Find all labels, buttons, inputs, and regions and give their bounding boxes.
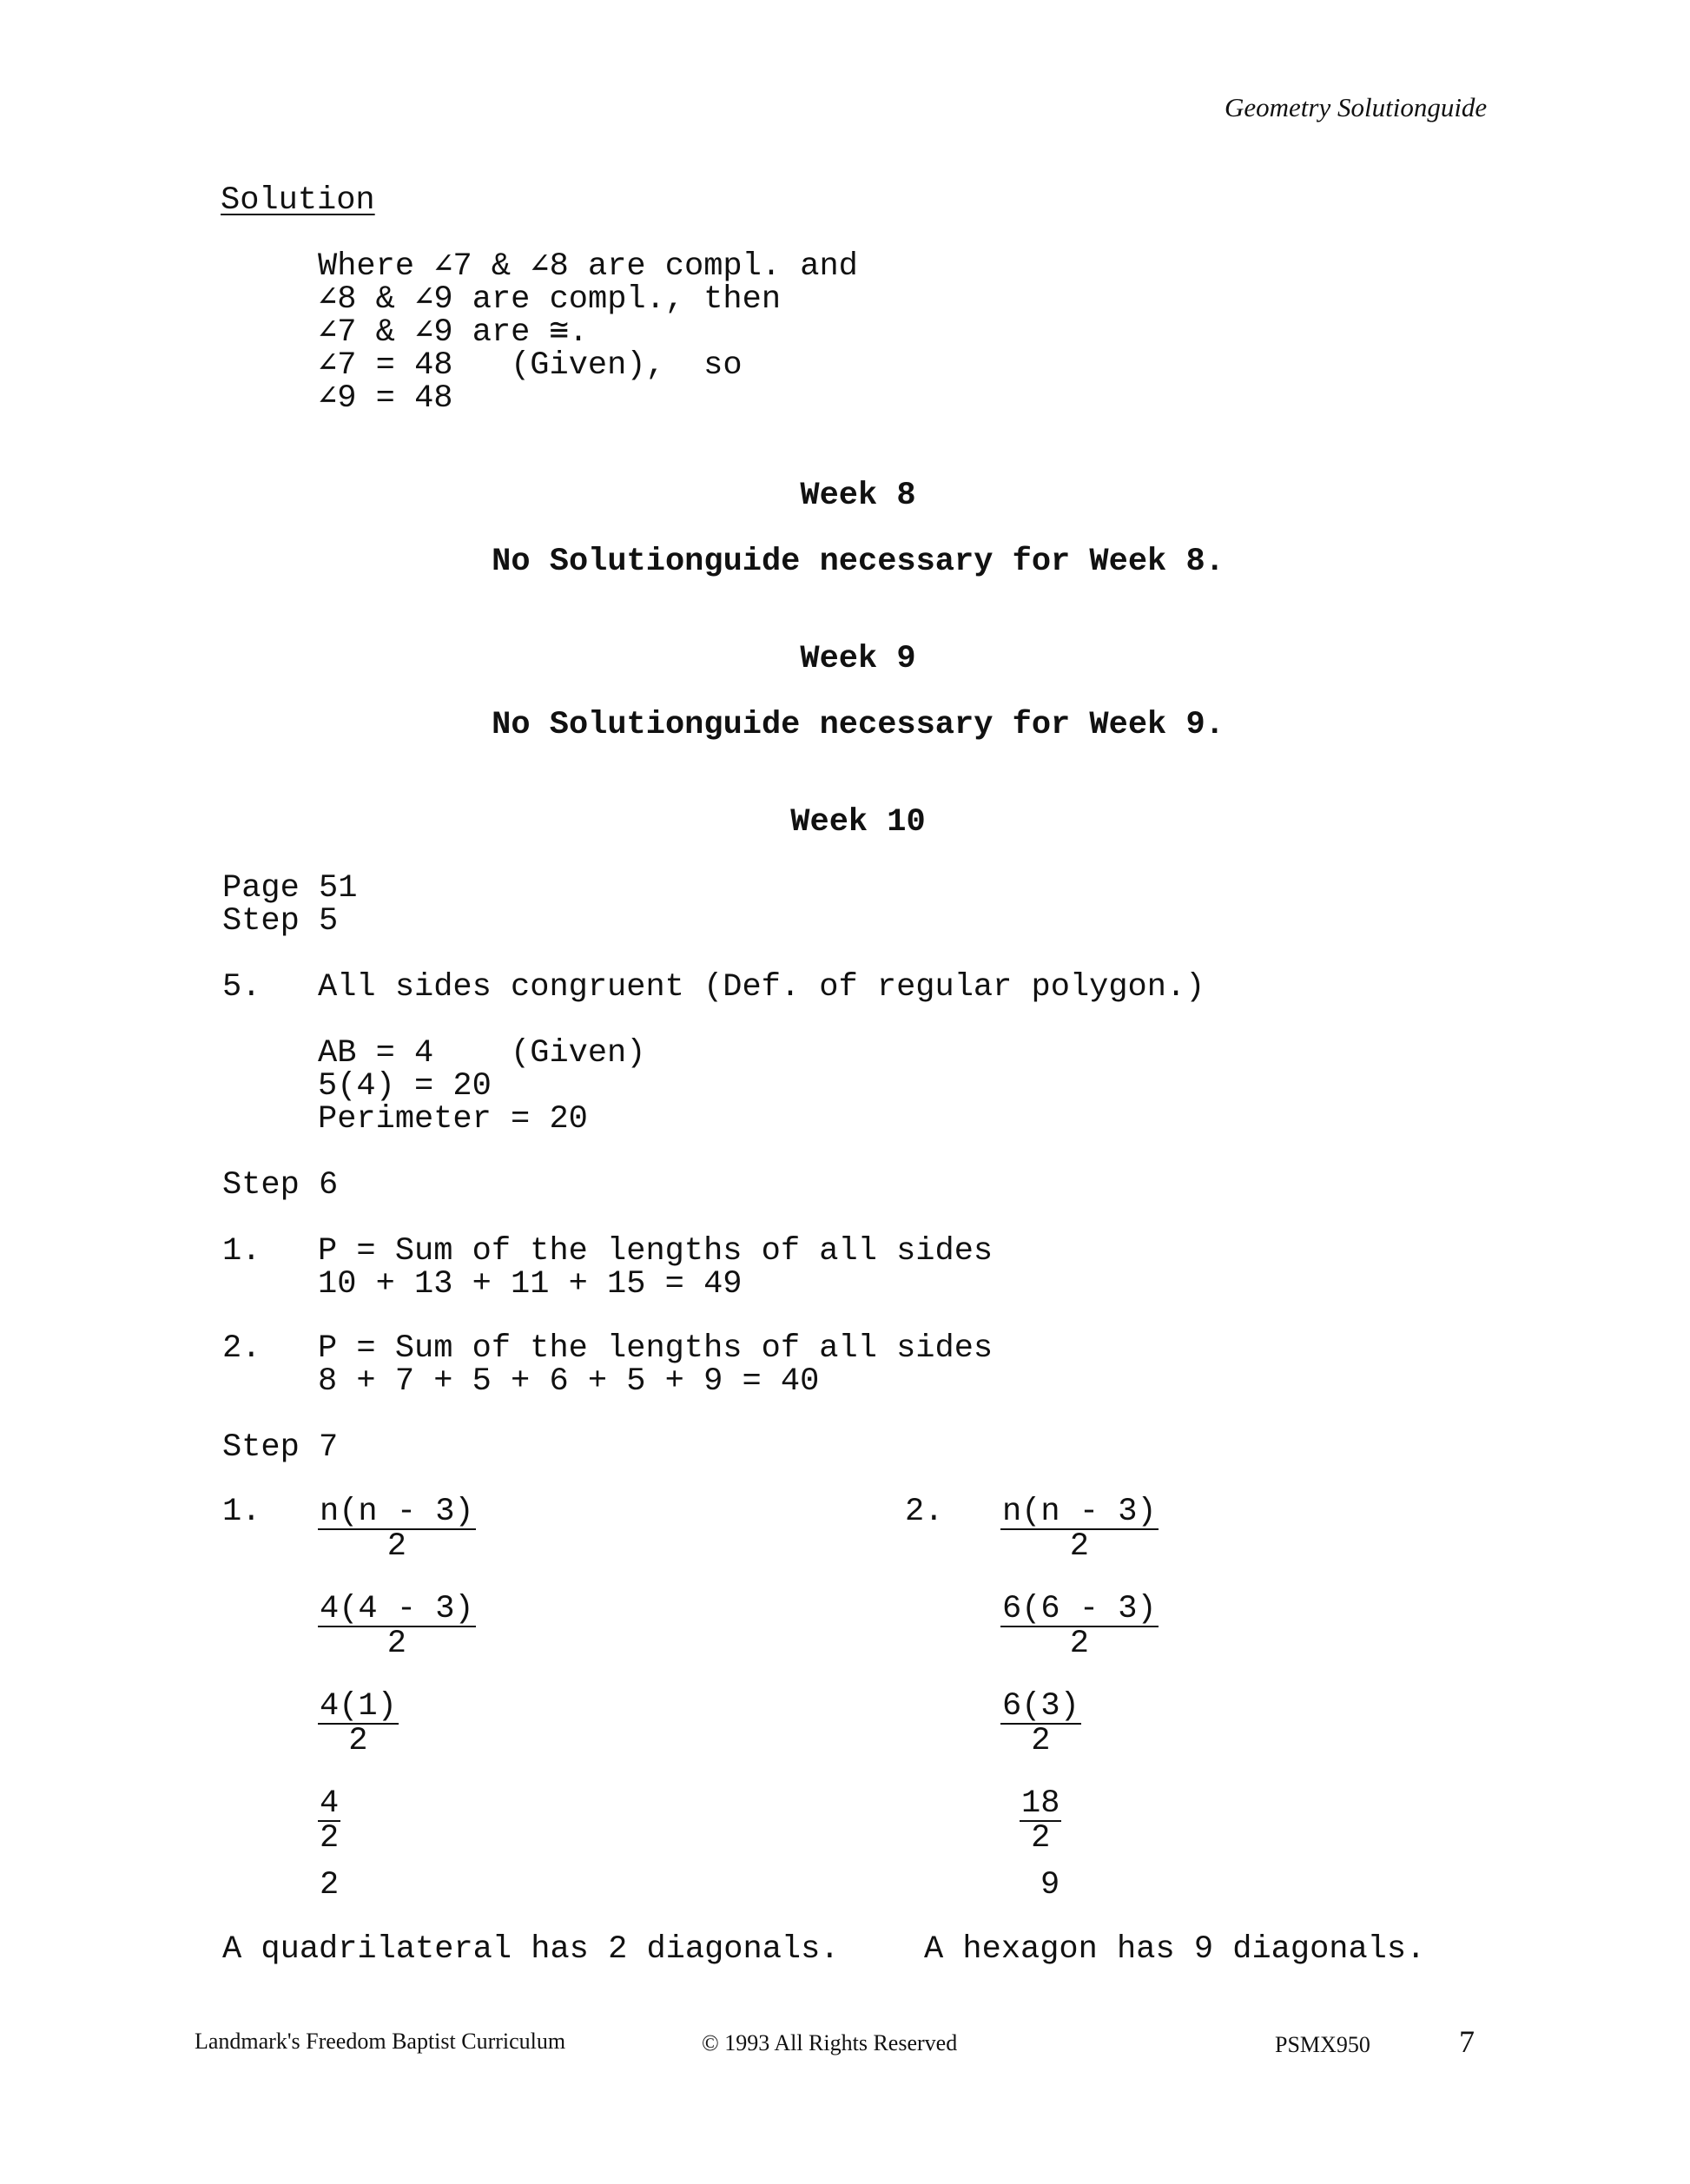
step-6-item-line: P = Sum of the lengths of all sides [318,1330,994,1367]
step-6-item-number: 2. [222,1330,261,1367]
week-9-title: Week 9 [800,641,916,677]
fraction-denominator: 2 [386,1626,406,1662]
step-5-item-number: 5. [222,969,261,1006]
step-5-line: Perimeter = 20 [318,1101,588,1138]
fraction [1000,1495,1159,1563]
footer-copyright: © 1993 All Rights Reserved [702,2030,958,2055]
page-header-title: Geometry Solutionguide [1225,92,1488,122]
solution-line: ∠9 = 48 [318,380,453,417]
fraction-numerator: 4(4 - 3) [320,1591,474,1627]
fraction-denominator: 2 [1069,1528,1089,1565]
step-6-item-line: 10 + 13 + 11 + 15 = 49 [318,1266,743,1303]
fraction-denominator: 2 [1031,1723,1051,1759]
step-7-label: Step 7 [222,1429,339,1466]
step-5-label: Step 5 [222,903,339,940]
step-7-right-result: 9 [1040,1867,1060,1904]
fraction [1000,1690,1081,1758]
solution-line: Where ∠7 & ∠8 are compl. and [318,248,858,285]
fraction-numerator: 6(3) [1002,1688,1079,1725]
page-reference: Page 51 [222,870,358,907]
step-6-item-line: 8 + 7 + 5 + 6 + 5 + 9 = 40 [318,1363,820,1400]
solution-heading: Solution [221,182,375,219]
step-7-right-conclusion: A hexagon has 9 diagonals. [924,1931,1426,1968]
fraction-numerator: n(n - 3) [320,1494,474,1530]
fraction-denominator: 2 [348,1723,368,1759]
footer-publisher: Landmark's Freedom Baptist Curriculum [195,2029,566,2054]
fraction-numerator: 4 [320,1785,340,1822]
step-5-line: 5(4) = 20 [318,1068,492,1105]
solution-line: ∠7 = 48 (Given), so [318,347,743,384]
fraction-denominator: 2 [386,1528,406,1565]
week-9-note: No Solutionguide necessary for Week 9. [492,707,1225,743]
step-6-label: Step 6 [222,1167,339,1204]
week-10-title: Week 10 [790,804,926,841]
step-7-left-result: 2 [320,1867,340,1904]
footer-code: PSMX950 [1275,2032,1370,2057]
fraction-denominator: 2 [320,1820,340,1857]
step-7-right-number: 2. [905,1494,944,1530]
step-5-item-text: All sides congruent (Def. of regular polygon.) [318,969,1205,1006]
fraction [1000,1593,1159,1660]
fraction [318,1495,476,1563]
week-8-note: No Solutionguide necessary for Week 8. [492,544,1225,580]
page-number: 7 [1459,2024,1475,2059]
fraction [318,1593,476,1660]
fraction [318,1690,399,1758]
step-7-left-conclusion: A quadrilateral has 2 diagonals. [222,1931,840,1968]
step-6-item-number: 1. [222,1233,261,1270]
step-5-line: AB = 4 (Given) [318,1035,646,1072]
fraction-denominator: 2 [1069,1626,1089,1662]
fraction-numerator: 6(6 - 3) [1002,1591,1157,1627]
fraction-denominator: 2 [1031,1820,1051,1857]
fraction-numerator: 18 [1021,1785,1060,1822]
fraction [318,1787,340,1855]
week-8-title: Week 8 [800,478,916,514]
step-6-item-line: P = Sum of the lengths of all sides [318,1233,994,1270]
fraction-numerator: 4(1) [320,1688,397,1725]
fraction-numerator: n(n - 3) [1002,1494,1157,1530]
fraction [1020,1787,1061,1855]
solution-line: ∠7 & ∠9 are ≅. [318,314,589,351]
solution-line: ∠8 & ∠9 are compl., then [318,281,782,318]
step-7-left-number: 1. [222,1494,261,1530]
